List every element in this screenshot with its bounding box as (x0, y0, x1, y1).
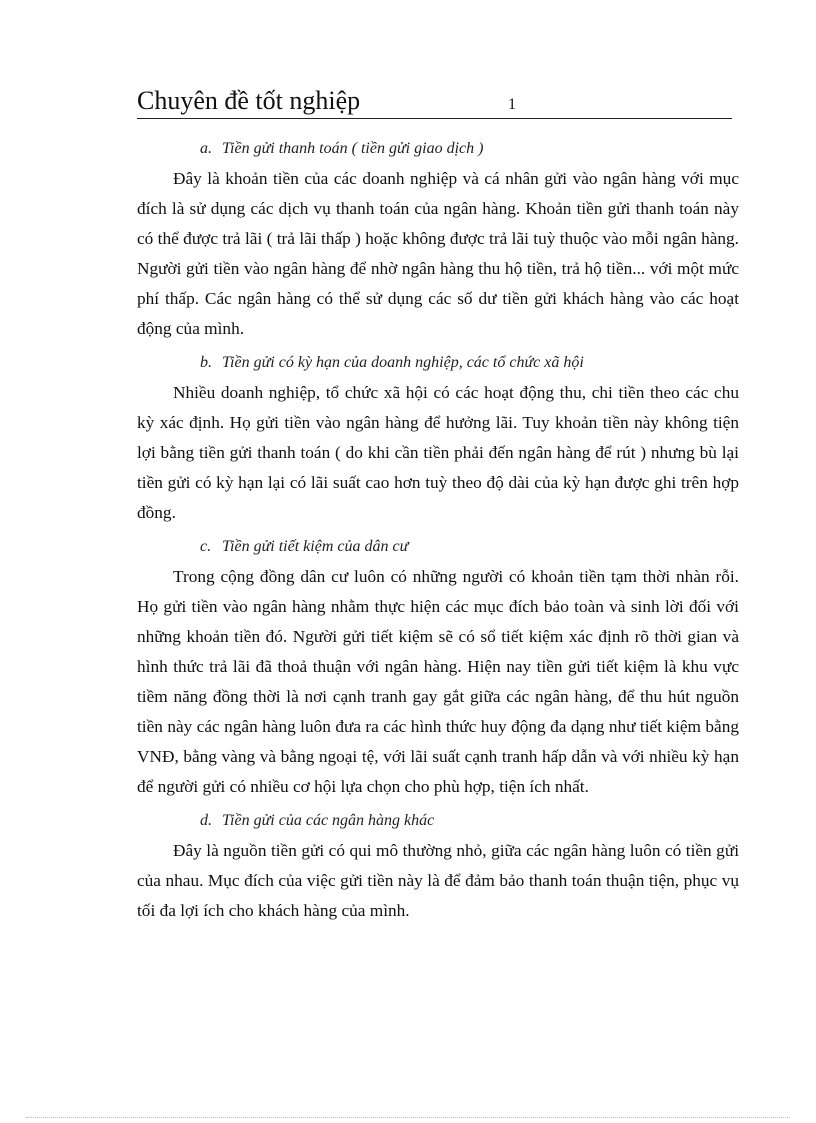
section-heading-c (137, 532, 739, 562)
section-heading-b (137, 348, 739, 378)
section-paragraph-a: Đây là khoản tiền của các doanh nghiệp và cá nhân gửi vào ngân hàng với mục đích là sử dụng các dịch vụ thanh toán của ngân hàng. Khoản tiền gửi thanh toán này có thể được trả lãi ( trả lãi thấp ) hoặc không được trả lãi tuỳ thuộc vào mỗi ngân hàng. Người gửi tiền vào ngân hàng để nhờ ngân hàng thu hộ tiền, trả hộ tiền... với một mức phí thấp. Các ngân hàng có thể sử dụng các số dư tiền gửi khách hàng vào các hoạt động của mình. (137, 169, 739, 338)
section-heading-text: Tiền gửi thanh toán ( tiền gửi giao dịch ) (222, 140, 484, 157)
page-header (137, 84, 732, 119)
page-bottom-divider (26, 1117, 790, 1118)
section-heading-text: Tiền gửi có kỳ hạn của doanh nghiệp, các tổ chức xã hội (222, 354, 584, 371)
section-letter: a. (200, 140, 212, 157)
section-paragraph-b: Nhiều doanh nghiệp, tổ chức xã hội có các hoạt động thu, chi tiền theo các chu kỳ xác định. Họ gửi tiền vào ngân hàng để hưởng lãi. Tuy khoản tiền này không tiện lợi bằng tiền gửi thanh toán ( do khi cần tiền phải đến ngân hàng để rút ) nhưng bù lại tiền gửi có kỳ hạn lại có lãi suất cao hơn tuỳ theo độ dài của kỳ hạn được ghi trên hợp đồng. (137, 383, 739, 522)
section-letter: c. (200, 538, 212, 555)
section-heading-text: Tiền gửi của các ngân hàng khác (222, 812, 435, 829)
section-heading-d (137, 806, 739, 836)
section-paragraph-d: Đây là nguồn tiền gửi có qui mô thường nhỏ, giữa các ngân hàng luôn có tiền gửi của nhau. Mục đích của việc gửi tiền này là để đảm bảo thanh toán thuận tiện, phục vụ tối đa lợi ích cho khách hàng của mình. (137, 841, 739, 920)
page-number: 1 (508, 96, 516, 113)
section-letter: b. (200, 354, 212, 371)
section-letter: d. (200, 812, 212, 829)
section-heading-a (137, 134, 739, 164)
section-paragraph-c: Trong cộng đồng dân cư luôn có những người có khoản tiền tạm thời nhàn rỗi. Họ gửi tiền vào ngân hàng nhằm thực hiện các mục đích bảo toàn và sinh lời đối với những khoản tiền đó. Người gửi tiết kiệm sẽ có sổ tiết kiệm xác định rõ thời gian và hình thức trả lãi đã thoả thuận với ngân hàng. Hiện nay tiền gửi tiết kiệm là khu vực tiềm năng đồng thời là nơi cạnh tranh gay gắt giữa các ngân hàng, để thu hút nguồn tiền này các ngân hàng luôn đưa ra các hình thức huy động đa dạng như tiết kiệm bằng VNĐ, bằng vàng và bằng ngoại tệ, với lãi suất cạnh tranh hấp dẫn và với nhiều kỳ hạn để người gửi có nhiều cơ hội lựa chọn cho phù hợp, tiện ích nhất. (137, 567, 739, 796)
document-title: Chuyên đề tốt nghiệp (137, 86, 361, 115)
document-body (137, 134, 739, 930)
section-heading-text: Tiền gửi tiết kiệm của dân cư (222, 538, 409, 555)
